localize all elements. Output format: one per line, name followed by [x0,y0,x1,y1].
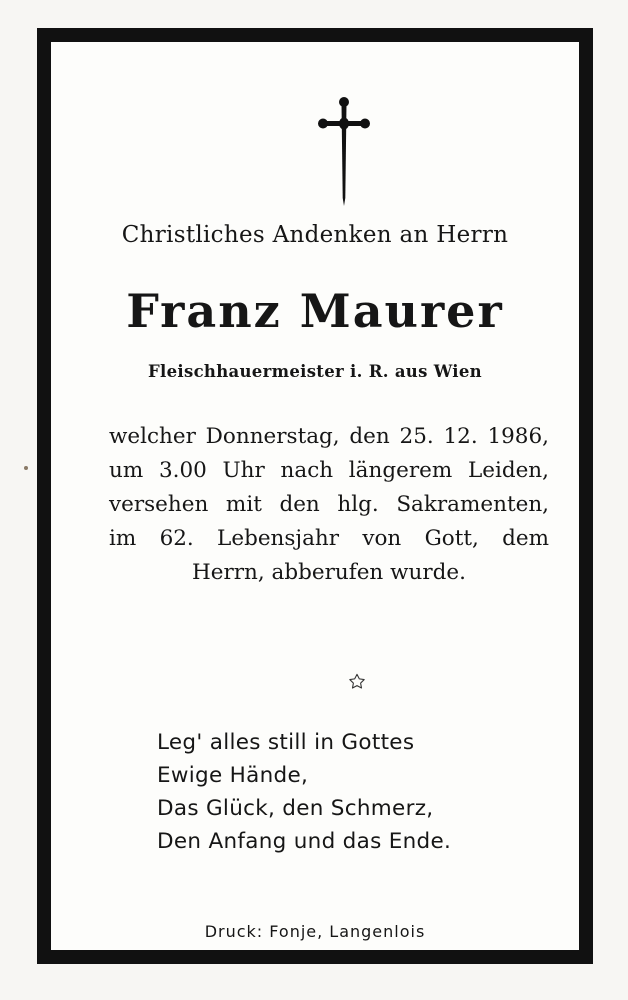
memorial-card [37,28,593,964]
verse [157,726,557,858]
notice-line: Herrn, abberufen wurde. [192,560,466,585]
notice-line: um 3.00 Uhr nach längerem Leiden, [109,458,549,483]
verse-line: Leg' alles still in Gottes [157,730,415,755]
profession-text: Fleischhauermeister i. R. aus Wien [148,362,482,381]
verse-line: Das Glück, den Schmerz, [157,796,434,821]
notice-line: versehen mit den hlg. Sakramenten, [109,492,549,517]
deceased-name: Franz Maurer [126,284,504,338]
cross-icon [318,94,370,208]
star-icon [348,673,366,691]
verse-line: Ewige Hände, [157,763,309,788]
notice-line: im 62. Lebensjahr von Gott, dem [109,526,549,551]
death-notice [109,420,549,590]
notice-line: welcher Donnerstag, den 25. 12. 1986, [109,424,549,449]
printer-credit: Druck: Fonje, Langenlois [204,922,426,941]
paper-speck [24,466,28,470]
intro-text: Christliches Andenken an Herrn [121,222,509,248]
verse-line: Den Anfang und das Ende. [157,829,452,854]
